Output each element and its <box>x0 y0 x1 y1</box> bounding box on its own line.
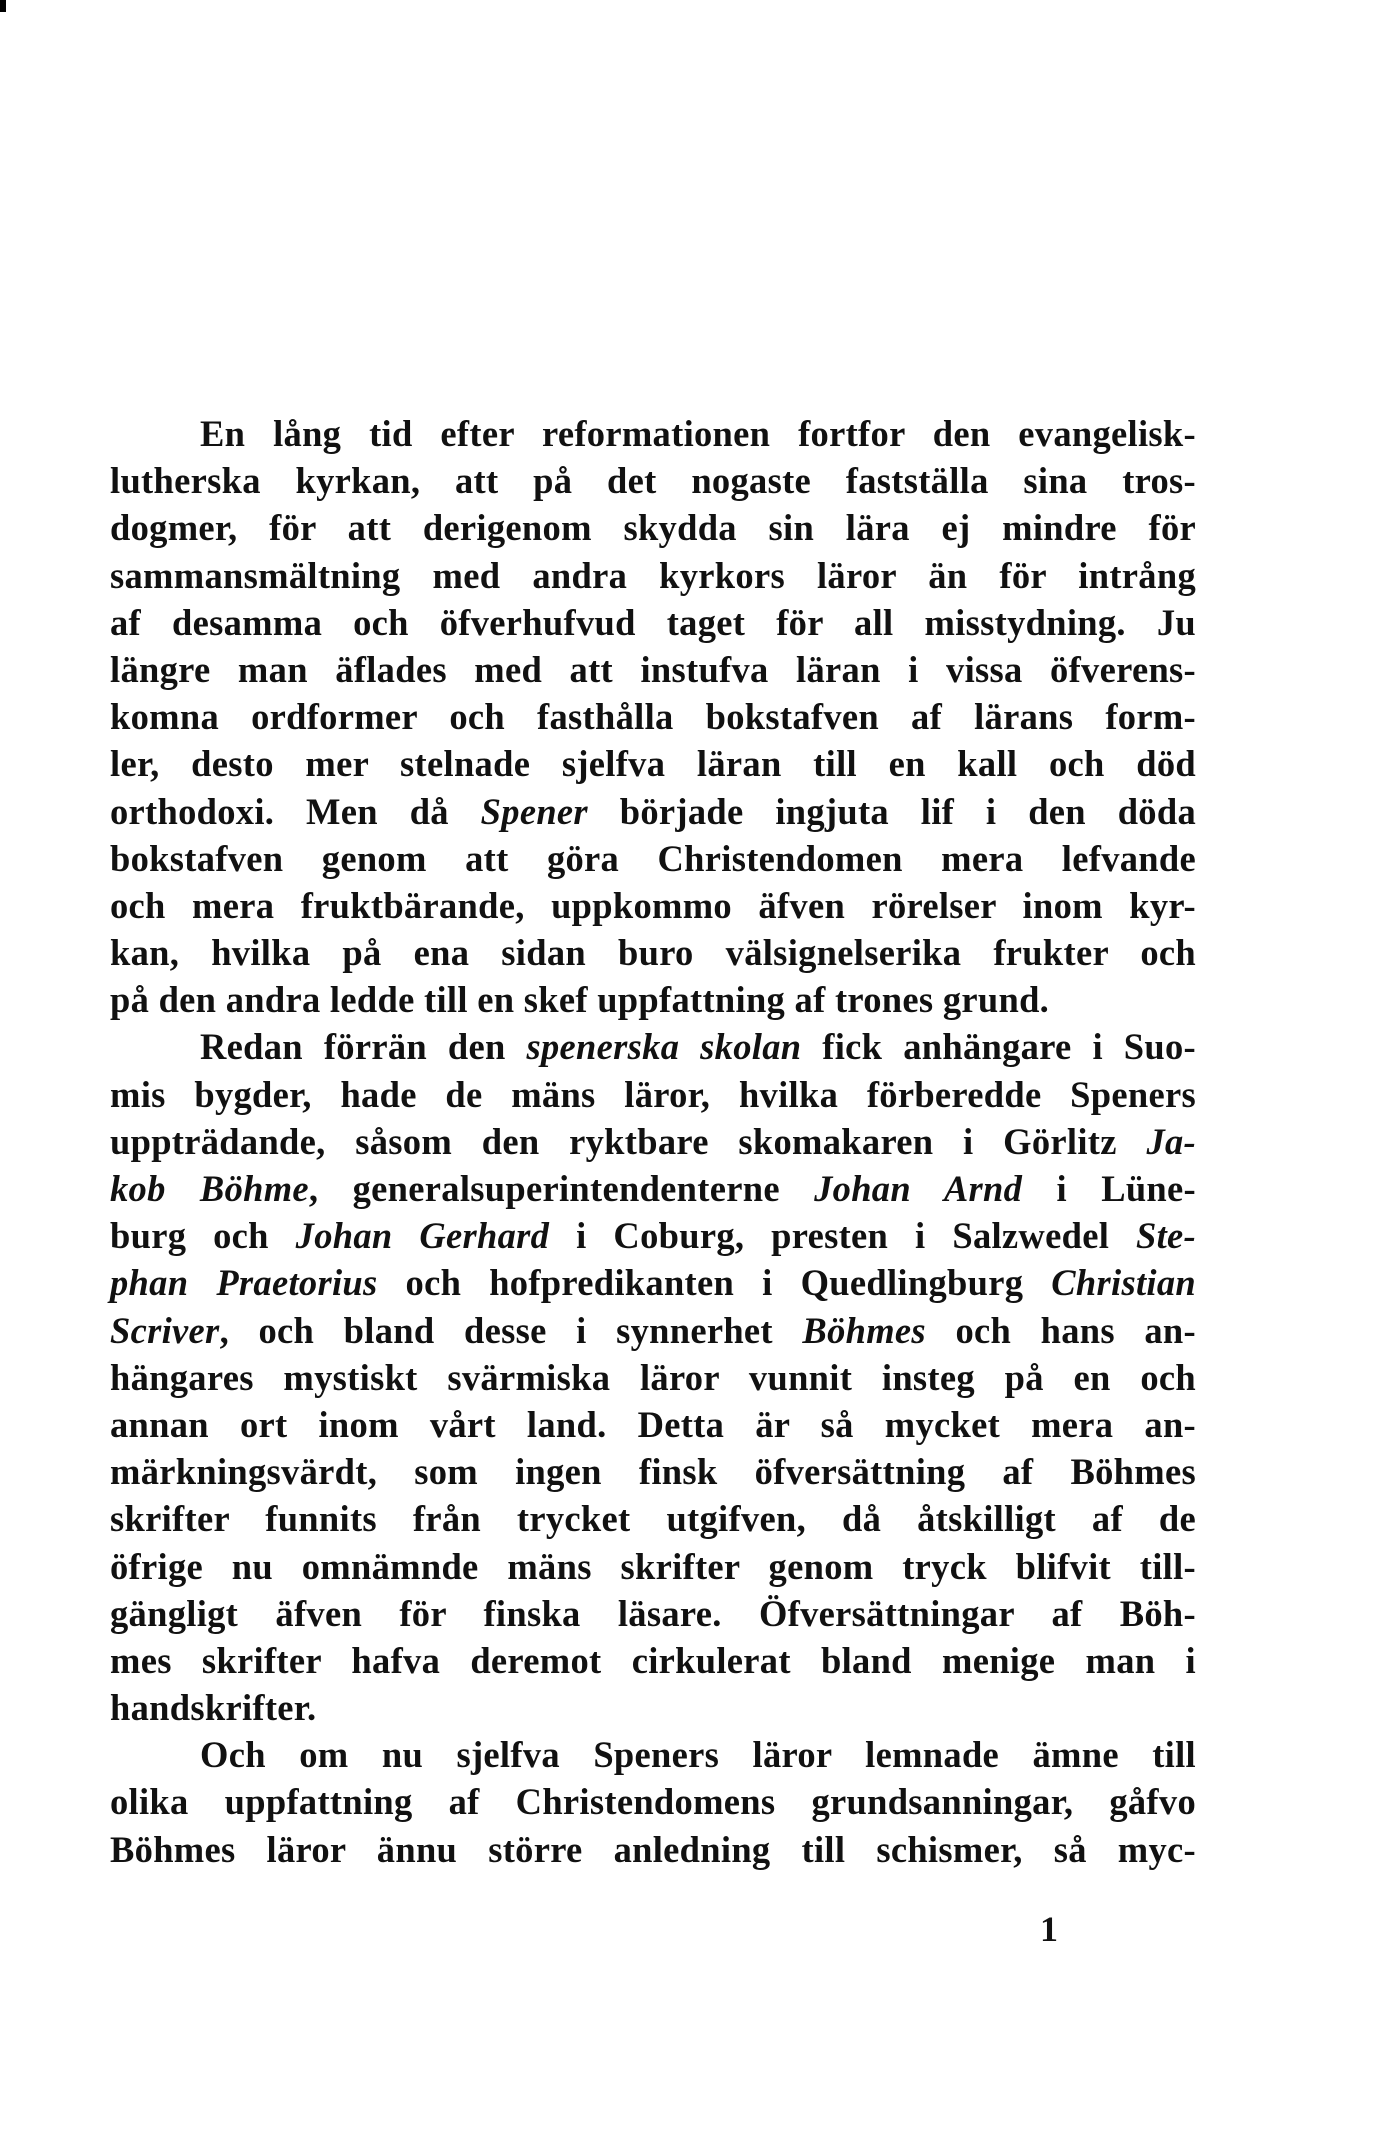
text-line <box>110 1543 1196 1590</box>
text-line <box>110 1071 1196 1118</box>
text-run: komna ordformer och fasthålla bokstafven af lärans form- <box>110 696 1196 738</box>
text-line <box>110 740 1196 787</box>
text-line <box>110 1637 1196 1684</box>
text-run: gängligt äfven för finska läsare. Öfversättningar af Böh- <box>110 1592 1196 1634</box>
text-run: , och bland desse i synnerhet <box>219 1309 803 1351</box>
text-run: och hofpredikanten i Quedlingburg <box>377 1262 1052 1304</box>
italic-text: Spener <box>480 790 588 832</box>
text-run: och hans an- <box>925 1309 1196 1351</box>
text-line <box>110 410 1196 457</box>
text-run: bokstafven genom att göra Christendomen mera lefvande <box>110 837 1196 879</box>
text-line <box>110 599 1196 646</box>
text-line <box>110 693 1196 740</box>
text-run: mes skrifter hafva deremot cirkulerat bland menige man i <box>110 1639 1196 1681</box>
italic-text: Ste- <box>1136 1215 1196 1257</box>
text-line <box>110 1165 1196 1212</box>
italic-text: Böhmes <box>802 1309 926 1351</box>
text-line <box>110 1354 1196 1401</box>
text-line <box>110 1212 1196 1259</box>
text-line <box>110 1778 1196 1825</box>
text-run: handskrifter. <box>110 1687 317 1729</box>
text-run: Redan förrän den <box>200 1026 527 1068</box>
text-run: längre man äflades med att instufva läran i vissa öfverens- <box>110 648 1196 690</box>
text-line <box>110 646 1196 693</box>
italic-text: Johan Arnd <box>814 1168 1023 1209</box>
text-run: i Lüne- <box>1022 1168 1196 1209</box>
text-line <box>110 1307 1196 1354</box>
text-line <box>110 929 1196 976</box>
text-line <box>110 1259 1196 1306</box>
text-line <box>110 788 1196 835</box>
text-run: skrifter funnits från trycket utgifven, då åtskilligt af de <box>110 1498 1196 1540</box>
text-run: burg och <box>110 1215 296 1257</box>
text-line <box>110 976 1196 1023</box>
text-line <box>110 1826 1196 1873</box>
italic-text: kob Böhme <box>110 1168 309 1209</box>
text-line <box>110 1401 1196 1448</box>
text-run: olika uppfattning af Christendomens grundsanningar, gåfvo <box>110 1781 1196 1823</box>
italic-text: Scriver <box>110 1309 220 1351</box>
text-run: och mera fruktbärande, uppkommo äfven rörelser inom kyr- <box>110 884 1196 926</box>
text-run: sammansmältning med andra kyrkors läror än för intrång <box>110 554 1196 596</box>
text-run: i Coburg, presten i Salzwedel <box>549 1215 1136 1257</box>
text-line <box>110 1023 1196 1070</box>
text-run: märkningsvärdt, som ingen finsk öfversättning af Böhmes <box>110 1451 1196 1493</box>
text-line <box>110 552 1196 599</box>
text-run: på den andra ledde till en skef uppfattning af trones grund. <box>110 979 1050 1021</box>
text-line <box>110 457 1196 504</box>
text-line <box>110 1590 1196 1637</box>
text-run: mis bygder, hade de mäns läror, hvilka förberedde Speners <box>110 1073 1196 1115</box>
text-line <box>110 1495 1196 1542</box>
text-run: började ingjuta lif i den döda <box>587 790 1197 832</box>
italic-text: spenerska skolan <box>526 1026 802 1068</box>
text-run: , generalsuperintendenterne <box>308 1168 815 1209</box>
text-line <box>110 882 1196 929</box>
text-run: dogmer, för att derigenom skydda sin lära ej mindre för <box>110 507 1196 549</box>
text-run: orthodoxi. Men då <box>110 790 481 832</box>
text-run: lutherska kyrkan, att på det nogaste fastställa sina tros- <box>110 460 1196 502</box>
text-run: Böhmes läror ännu större anledning till schismer, så myc- <box>110 1828 1196 1870</box>
page-number: 1 <box>1040 1909 1058 1949</box>
text-line <box>110 835 1196 882</box>
text-line <box>110 1448 1196 1495</box>
italic-text: Johan Gerhard <box>295 1215 550 1257</box>
italic-text: Ja- <box>1146 1120 1196 1162</box>
text-run: Och om nu sjelfva Speners läror lemnade ämne till <box>200 1734 1196 1776</box>
text-line <box>110 1118 1196 1165</box>
text-run: annan ort inom vårt land. Detta är så mycket mera an- <box>110 1403 1196 1445</box>
scan-corner-mark <box>0 0 6 12</box>
text-run: ler, desto mer stelnade sjelfva läran till en kall och död <box>110 743 1196 785</box>
text-line <box>110 1731 1196 1778</box>
text-run: uppträdande, såsom den ryktbare skomakaren i Görlitz <box>110 1120 1147 1162</box>
text-run: öfrige nu omnämnde mäns skrifter genom tryck blifvit till- <box>110 1545 1196 1587</box>
text-run: kan, hvilka på ena sidan buro välsignelserika frukter och <box>110 932 1196 974</box>
text-run: hängares mystiskt svärmiska läror vunnit insteg på en och <box>110 1356 1196 1398</box>
text-run: fick anhängare i Suo- <box>801 1026 1196 1068</box>
text-line <box>110 1684 1196 1731</box>
italic-text: Christian <box>1051 1262 1196 1304</box>
text-line <box>110 504 1196 551</box>
italic-text: phan Praetorius <box>110 1262 378 1304</box>
body-text <box>110 410 1196 1873</box>
text-run: En lång tid efter reformationen fortfor den evangelisk- <box>200 413 1196 454</box>
text-run: af desamma och öfverhufvud taget för all misstydning. Ju <box>110 601 1196 643</box>
